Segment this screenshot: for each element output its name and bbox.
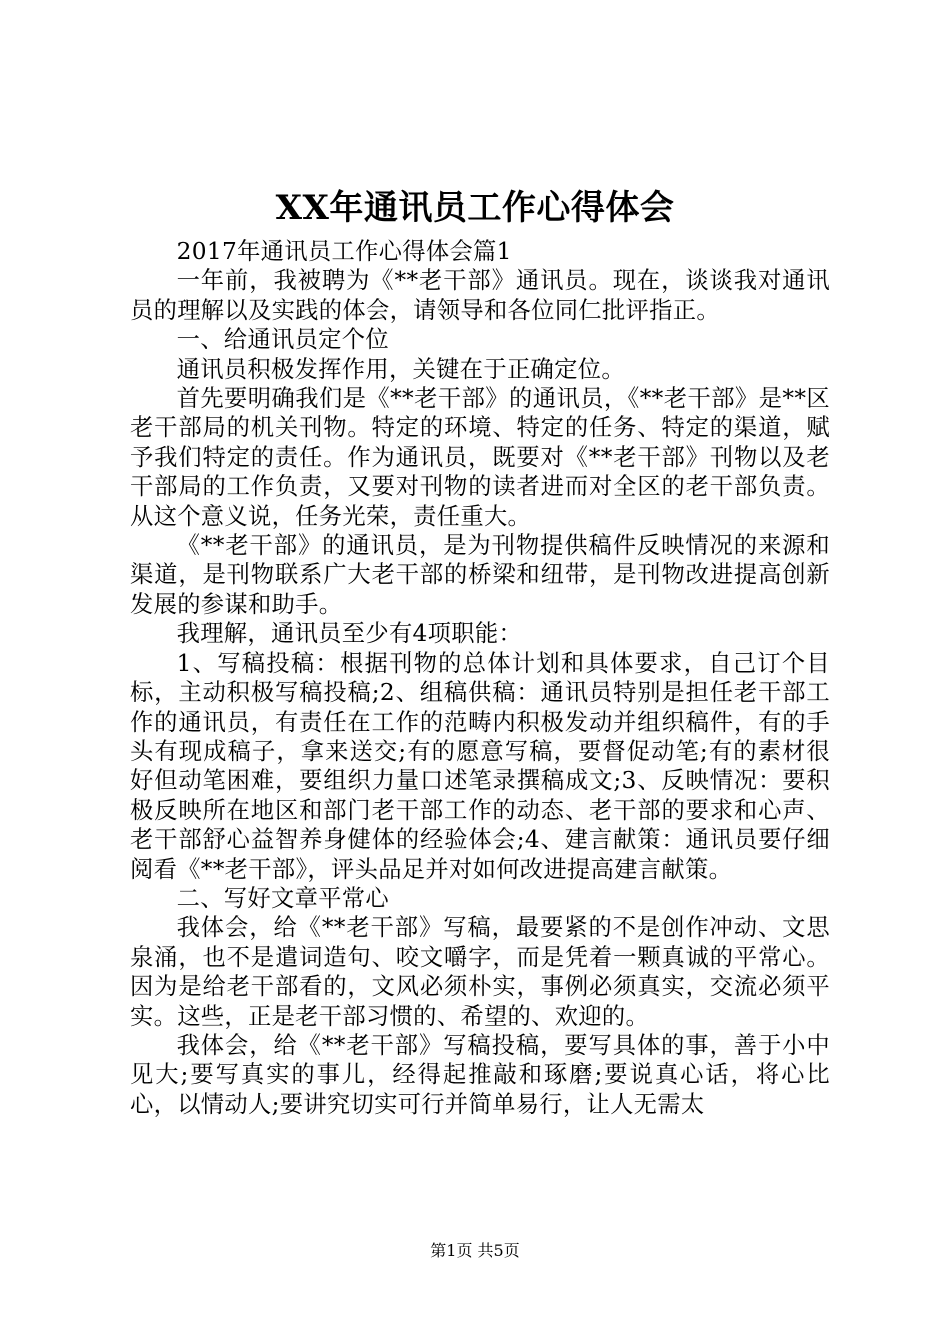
body-paragraph: 首先要明确我们是《**老干部》的通讯员，《**老干部》是**区老干部局的机关刊物。特定的环境、特定的任务、特定的渠道，赋予我们特定的责任。作为通讯员，既要对《**老干部》刊物以及老干部局的工作负责，又要对刊物的读者进而对全区的老干部负责。从这个意义说，任务光荣，责任重大。: [130, 385, 830, 530]
body-paragraph: 1、写稿投稿：根据刊物的总体计划和具体要求，自己订个目标，主动积极写稿投稿;2、组稿供稿：通讯员特别是担任老干部工作的通讯员，有责任在工作的范畴内积极发动并组织稿件，有的手头有现成稿子，拿来送交;有的愿意写稿，要督促动笔;有的素材很好但动笔困难，要组织力量口述笔录撰稿成文;3、反映情况：要积极反映所在地区和部门老干部工作的动态、老干部的要求和心声、老干部舒心益智养身健体的经验体会;4、建言献策：通讯员要仔细阅看《**老干部》，评头品足并对如何改进提高建言献策。: [130, 649, 830, 883]
body-paragraph: 我理解，通讯员至少有4项职能：: [176, 620, 523, 648]
body-paragraph: 《**老干部》的通讯员，是为刊物提供稿件反映情况的来源和渠道，是刊物联系广大老干部的桥梁和纽带，是刊物改进提高创新发展的参谋和助手。: [130, 532, 830, 618]
body-paragraph: 我体会，给《**老干部》写稿投稿，要写具体的事，善于小中见大;要写真实的事儿，经得起推敲和琢磨;要说真心话，将心比心，以情动人;要讲究切实可行并简单易行，让人无需太: [130, 1031, 830, 1118]
body-paragraph: 我体会，给《**老干部》写稿，最要紧的不是创作冲动、文思泉涌，也不是遣词造句、咬文嚼字，而是凭着一颗真诚的平常心。因为是给老干部看的，文风必须朴实，事例必须真实，交流必须平实。这些，正是老干部习惯的、希望的、欢迎的。: [130, 914, 830, 1030]
section-heading: 2017年通讯员工作心得体会篇1: [176, 238, 512, 265]
document-body: [130, 237, 830, 1119]
body-paragraph: 一年前，我被聘为《**老干部》通讯员。现在，谈谈我对通讯员的理解以及实践的体会，请领导和各位同仁批评指正。: [130, 267, 830, 324]
body-paragraph: 通讯员积极发挥作用，关键在于正确定位。: [176, 355, 625, 383]
page-number-footer: 第1页 共5页: [430, 1241, 520, 1260]
section-heading: 一、给通讯员定个位: [176, 326, 389, 354]
document-title: XX年通讯员工作心得体会: [275, 188, 675, 228]
section-heading: 二、写好文章平常心: [176, 884, 389, 912]
